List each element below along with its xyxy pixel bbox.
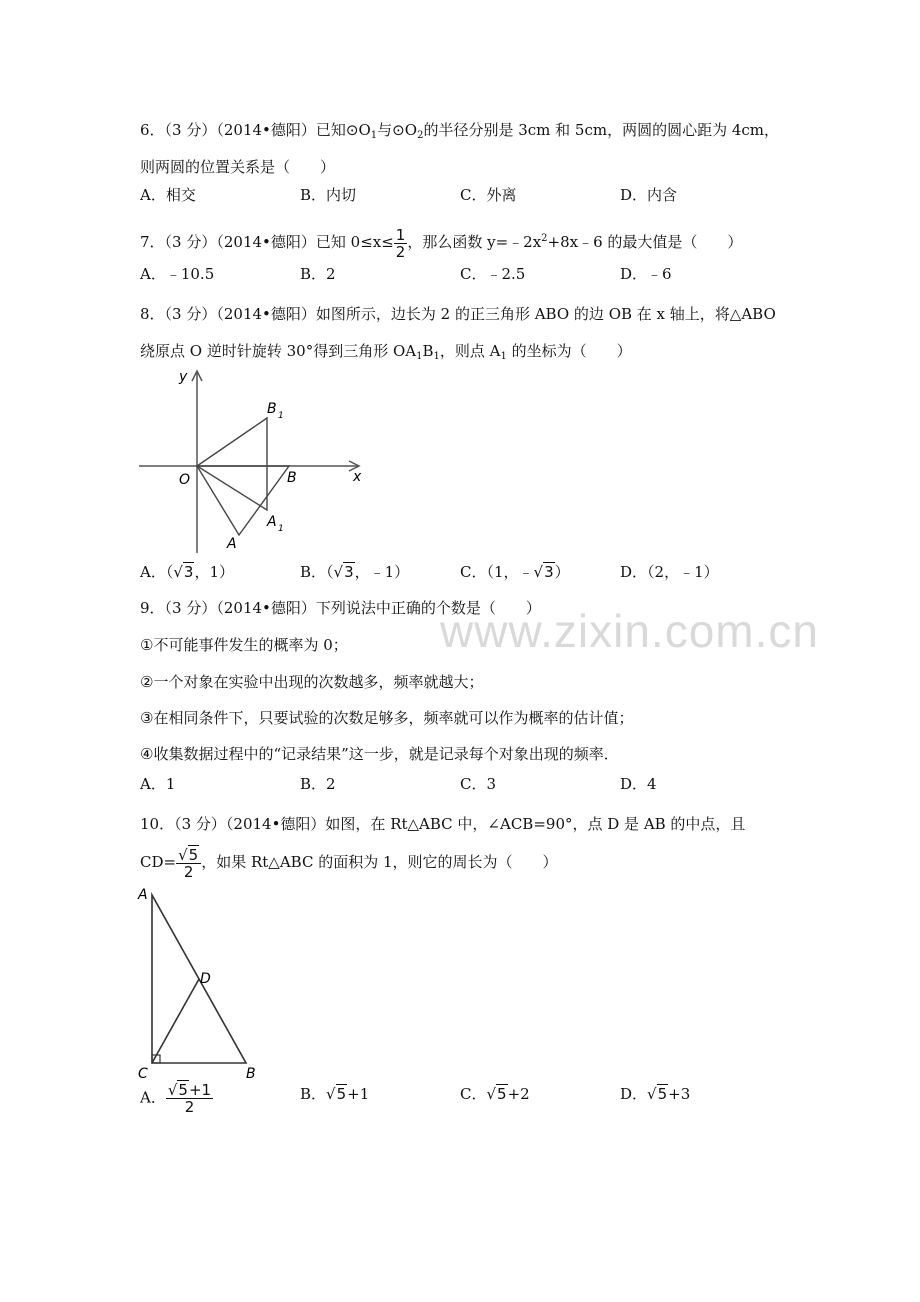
q6-o1: O [358,121,371,139]
q9-item-1-mark: ① [140,636,154,654]
q8-b-pre: B．（ [300,563,334,581]
q10-option-c[interactable] [460,1082,530,1106]
q10-d-rad: 5 [657,1085,668,1103]
label-c: C [138,1066,148,1082]
q7-prefix: 7．（3 分）（2014•德阳）已知 0≤x≤ [140,233,394,251]
q9-option-d[interactable]: D．4 [620,775,657,793]
q10-b-pre: B． [300,1085,327,1103]
q10-option-b[interactable] [300,1082,369,1106]
label-y: y [179,369,188,385]
q9-item-2-mark: ② [140,673,154,691]
q8-a-rad: 3 [183,563,194,581]
label-x: x [353,469,362,485]
label-o: O [179,472,191,488]
q10-stem-line2 [140,842,558,882]
q9-item-1 [140,635,348,655]
q7-suffix: +8x﹣6 的最大值是（ ） [547,233,743,251]
q10-line2-rest: ，如果 Rt△ABC 的面积为 1，则它的周长为（ ） [201,853,558,871]
q8-a-post: ，1） [194,563,234,581]
q8-stem-line2 [140,341,632,367]
q7-frac-den: 2 [395,242,406,261]
q8-stem-line1: 8．（3 分）（2014•德阳）如图所示，边长为 2 的正三角形 ABO 的边 OB 在 x 轴上，将△ABO [140,305,776,323]
label-b: B [287,470,297,486]
q8-a-sqrt: √3 [173,563,194,581]
q9-item-3-text: 在相同条件下，只要试验的次数足够多，频率就可以作为概率的估计值； [153,709,634,727]
q10-cd-sqrt: √5 [178,845,199,864]
q8-option-a[interactable] [140,560,234,584]
q10-a-sqrt: √5 [167,1081,188,1099]
q9-item-4-text: 收集数据过程中的“记录结果”这一步，就是记录每个对象出现的频率． [153,745,619,763]
q10-b-rad: 5 [336,1085,347,1103]
q6-option-c[interactable]: C．外离 [460,186,517,204]
q6-options [140,183,840,207]
q9-options [140,772,840,796]
q9-option-c[interactable]: C．3 [460,775,497,793]
label-d: D [200,971,211,987]
q8-c-post: ） [554,563,570,581]
q8-c-sqrt: √3 [533,563,554,581]
q10-d-pre: D． [620,1085,648,1103]
q10-a-plus: +1 [188,1081,212,1099]
circle-symbol: ⊙ [392,121,405,139]
q10-option-a[interactable] [140,1082,213,1115]
q6-option-b[interactable]: B．内切 [300,186,357,204]
q8-b-post: ，﹣1） [354,563,410,581]
q8-option-d[interactable]: D．（2，﹣1） [620,563,719,581]
q9-item-3 [140,708,633,728]
q8-option-b[interactable] [300,560,409,584]
q10-cd-rad: 5 [188,845,199,864]
segment-cd [152,979,199,1063]
q10-a-num [166,1082,213,1099]
q7-option-b[interactable]: B．2 [300,265,336,283]
q8-c-rad: 3 [544,563,554,581]
q10-c-post: +2 [507,1085,530,1103]
watermark: www.zixin.com.cn [440,605,819,657]
q6-option-a[interactable]: A．相交 [140,186,196,204]
q9-item-4 [140,744,619,764]
q7-mid: ，那么函数 y=﹣2x [407,233,542,251]
q8-sub1: 1 [416,351,423,362]
label-b: B [246,1066,256,1082]
label-b1: B [267,401,277,417]
label-a1: A [267,514,277,530]
q9-item-3-mark: ③ [140,709,154,727]
q9-item-2 [140,672,483,692]
q10-c-pre: C． [460,1085,487,1103]
label-a: A [227,536,237,552]
q8-text-b: B [422,342,434,360]
q9-item-4-mark: ④ [140,745,154,763]
q7-fraction [394,227,408,260]
q7-frac-num: 1 [395,225,406,244]
q7-stem [140,222,742,260]
q6-option-d[interactable]: D．内含 [620,186,678,204]
q7-options [140,262,840,286]
q8-option-c[interactable] [460,560,570,584]
q9-option-a[interactable]: A．1 [140,775,176,793]
label-a: A [138,887,148,903]
q10-a-frac [166,1082,213,1115]
q6-stem-line2: 则两圆的位置关系是（ ） [140,158,336,176]
q10-a-rad: 5 [178,1081,188,1099]
circle-symbol: ⊙ [345,121,359,139]
q6-text-b: 的半径分别是 3cm 和 5cm，两圆的圆心距为 4cm， [423,121,780,139]
q10-figure [132,885,272,1085]
q6-mid: 与 [377,121,393,139]
q10-cd: CD= [140,853,177,871]
q7-option-a[interactable]: A．﹣10.5 [140,265,215,283]
q8-text-a: 绕原点 O 逆时针旋转 30°得到三角形 OA [140,342,417,360]
q10-d-sqrt: √5 [647,1085,668,1103]
triangle-oa1b1 [197,418,267,510]
q10-option-d[interactable] [620,1082,690,1106]
q7-option-c[interactable]: C．﹣2.5 [460,265,526,283]
q6-sub2: 2 [417,130,424,141]
label-a1-sub: 1 [278,524,284,534]
q7-option-d[interactable]: D．﹣6 [620,265,672,283]
q10-a-den: 2 [184,1098,195,1116]
q8-b-sqrt: √3 [333,563,354,581]
q8-sub3: 1 [500,351,507,362]
q10-cd-frac [176,847,201,880]
q10-c-rad: 5 [497,1085,507,1103]
q6-stem-line1 [140,120,779,146]
q10-cd-num [176,847,201,864]
q8-b-rad: 3 [344,563,354,581]
q9-stem: 9．（3 分）（2014•德阳）下列说法中正确的个数是（ ） [140,599,541,617]
q10-options [140,1082,840,1128]
q6-sub1: 1 [370,130,378,141]
q6-o2: O [404,121,418,139]
q10-c-sqrt: √5 [486,1085,507,1103]
q6-text-a: 6．（3 分）（2014•德阳）已知 [140,121,346,139]
q9-item-1-text: 不可能事件发生的概率为 0； [153,636,348,654]
q10-a-pre: A． [140,1088,166,1107]
q7-sup: 2 [541,233,548,244]
label-b1-sub: 1 [278,411,284,421]
q10-stem-line1: 10．（3 分）（2014•德阳）如图，在 Rt△ABC 中，∠ACB=90°，点 D 是 AB 的中点，且 [140,815,746,833]
q10-d-post: +3 [668,1085,691,1103]
q8-text-d: 的坐标为（ ） [506,342,632,360]
q8-a-pre: A．（ [140,563,174,581]
q10-b-post: +1 [347,1085,370,1103]
q8-text-c: ，则点 A [439,342,501,360]
q10-b-sqrt: √5 [326,1085,347,1103]
q8-c-pre: C．（1，﹣ [460,563,534,581]
q8-figure [135,365,375,555]
q9-option-b[interactable]: B．2 [300,775,336,793]
q8-sub2: 1 [433,351,440,362]
q9-item-2-text: 一个对象在实验中出现的次数越多，频率就越大； [153,673,484,691]
q10-cd-den: 2 [183,862,194,881]
q8-options [140,560,840,586]
